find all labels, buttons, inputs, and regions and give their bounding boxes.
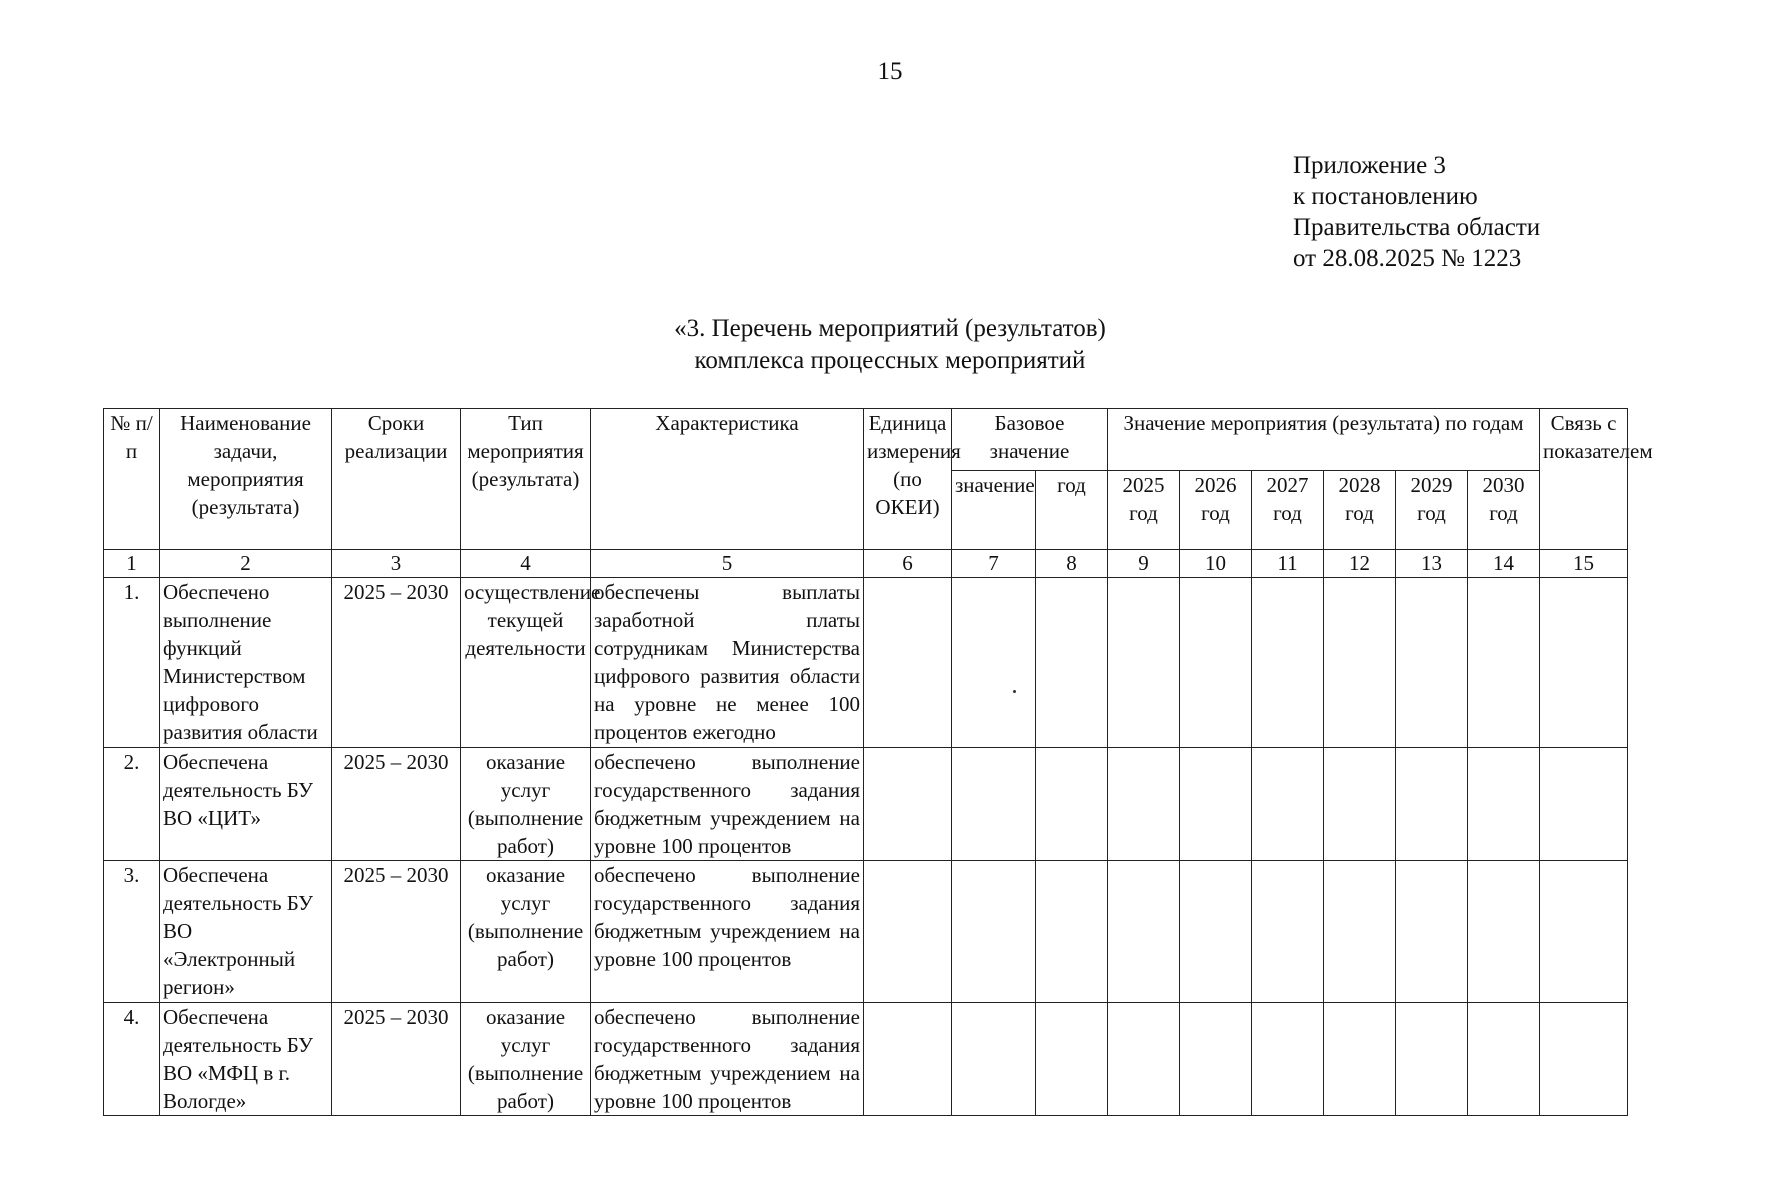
- header-type: Тип мероприятия (результата): [461, 409, 591, 550]
- header-unit: Единица измерения (по ОКЕИ): [864, 409, 952, 550]
- column-number: 13: [1396, 550, 1468, 578]
- column-number: 11: [1252, 550, 1324, 578]
- empty-cell: [1108, 861, 1180, 1003]
- empty-cell: [1396, 1003, 1468, 1116]
- empty-cell: [1468, 748, 1540, 861]
- activity-name: Обеспечено выполнение функций Министерством цифрового развития области: [160, 578, 332, 748]
- header-values-by-year: Значение мероприятия (результата) по годам: [1108, 409, 1540, 471]
- empty-cell: [1396, 861, 1468, 1003]
- header-year: 2029 год: [1396, 471, 1468, 550]
- empty-cell: [1252, 1003, 1324, 1116]
- column-number: 8: [1036, 550, 1108, 578]
- activity-characteristic: обеспечено выполнение государственного задания бюджетным учреждением на уровне 100 процентов: [591, 1003, 864, 1116]
- empty-cell: [1036, 578, 1108, 748]
- activity-name: Обеспечена деятельность БУ ВО «МФЦ в г. Вологде»: [160, 1003, 332, 1116]
- empty-cell: [1396, 748, 1468, 861]
- empty-cell: [1036, 861, 1108, 1003]
- appendix-line: от 28.08.2025 № 1223: [1293, 245, 1522, 272]
- header-base-value: значение: [952, 471, 1036, 550]
- column-number: 9: [1108, 550, 1180, 578]
- page-number: 15: [877, 58, 903, 85]
- row-number: 1.: [104, 578, 160, 748]
- empty-cell: [1468, 861, 1540, 1003]
- column-number: 3: [332, 550, 461, 578]
- column-numbers-row: [104, 550, 1628, 578]
- empty-cell: [952, 861, 1036, 1003]
- empty-cell: [1396, 578, 1468, 748]
- empty-cell: [1180, 1003, 1252, 1116]
- activity-characteristic: обеспечены выплаты заработной платы сотрудникам Министерства цифрового развития области на уровне не менее 100 процентов ежегодно: [591, 578, 864, 748]
- empty-cell: [864, 578, 952, 748]
- header-terms: Сроки реализации: [332, 409, 461, 550]
- activity-characteristic: обеспечено выполнение государственного задания бюджетным учреждением на уровне 100 процентов: [591, 748, 864, 861]
- activity-type: оказание услуг (выполнение работ): [461, 748, 591, 861]
- empty-cell: [1180, 578, 1252, 748]
- empty-cell: [1540, 748, 1628, 861]
- header-row: [104, 409, 1628, 471]
- activity-name: Обеспечена деятельность БУ ВО «Электронный регион»: [160, 861, 332, 1003]
- activity-type: осуществление текущей деятельности: [461, 578, 591, 748]
- column-number: 1: [104, 550, 160, 578]
- activity-terms: 2025 – 2030: [332, 578, 461, 748]
- row-number: 2.: [104, 748, 160, 861]
- activity-name: Обеспечена деятельность БУ ВО «ЦИТ»: [160, 748, 332, 861]
- empty-cell: [952, 578, 1036, 748]
- empty-cell: [1180, 748, 1252, 861]
- empty-cell: [1252, 861, 1324, 1003]
- empty-cell: [1540, 1003, 1628, 1116]
- header-link: Связь с показателем: [1540, 409, 1628, 550]
- empty-cell: [1540, 861, 1628, 1003]
- document-title: [0, 313, 1780, 377]
- empty-cell: [952, 1003, 1036, 1116]
- column-number: 5: [591, 550, 864, 578]
- column-number: 12: [1324, 550, 1396, 578]
- column-number: 2: [160, 550, 332, 578]
- activities-table: [103, 408, 1653, 1116]
- empty-cell: [1468, 578, 1540, 748]
- appendix-line: Приложение 3: [1293, 152, 1446, 179]
- empty-cell: [1036, 1003, 1108, 1116]
- table-row: [104, 861, 1628, 1003]
- row-number: 3.: [104, 861, 160, 1003]
- column-number: 14: [1468, 550, 1540, 578]
- empty-cell: [1252, 578, 1324, 748]
- empty-cell: [1036, 748, 1108, 861]
- title-line: «3. Перечень мероприятий (результатов): [674, 315, 1106, 342]
- column-number: 4: [461, 550, 591, 578]
- column-number: 15: [1540, 550, 1628, 578]
- activity-terms: 2025 – 2030: [332, 1003, 461, 1116]
- activity-characteristic: обеспечено выполнение государственного задания бюджетным учреждением на уровне 100 процентов: [591, 861, 864, 1003]
- table-row: [104, 578, 1628, 748]
- column-number: 6: [864, 550, 952, 578]
- header-characteristic: Характеристика: [591, 409, 864, 550]
- empty-cell: [1108, 578, 1180, 748]
- appendix-line: Правительства области: [1293, 214, 1541, 241]
- header-year: 2030 год: [1468, 471, 1540, 550]
- empty-cell: [1108, 748, 1180, 861]
- empty-cell: [1468, 1003, 1540, 1116]
- empty-cell: [1540, 578, 1628, 748]
- header-base: Базовое значение: [952, 409, 1108, 471]
- empty-cell: [1324, 748, 1396, 861]
- empty-cell: [1324, 1003, 1396, 1116]
- activity-type: оказание услуг (выполнение работ): [461, 861, 591, 1003]
- header-year: 2026 год: [1180, 471, 1252, 550]
- column-number: 10: [1180, 550, 1252, 578]
- empty-cell: [1324, 861, 1396, 1003]
- header-base-year: год: [1036, 471, 1108, 550]
- activity-terms: 2025 – 2030: [332, 861, 461, 1003]
- table-row: [104, 748, 1628, 861]
- table-row: [104, 1003, 1628, 1116]
- header-year: 2027 год: [1252, 471, 1324, 550]
- empty-cell: [864, 1003, 952, 1116]
- empty-cell: [1180, 861, 1252, 1003]
- header-num: № п/п: [104, 409, 160, 550]
- scan-speck: [1013, 690, 1016, 693]
- empty-cell: [1252, 748, 1324, 861]
- header-year: 2028 год: [1324, 471, 1396, 550]
- appendix-note: [1293, 150, 1540, 274]
- row-number: 4.: [104, 1003, 160, 1116]
- activity-type: оказание услуг (выполнение работ): [461, 1003, 591, 1116]
- empty-cell: [864, 748, 952, 861]
- empty-cell: [1108, 1003, 1180, 1116]
- title-line: комплекса процессных мероприятий: [694, 347, 1086, 374]
- column-number: 7: [952, 550, 1036, 578]
- header-year: 2025 год: [1108, 471, 1180, 550]
- empty-cell: [864, 861, 952, 1003]
- appendix-line: к постановлению: [1293, 183, 1478, 210]
- empty-cell: [1324, 578, 1396, 748]
- header-name: Наименование задачи, мероприятия (результата): [160, 409, 332, 550]
- activity-terms: 2025 – 2030: [332, 748, 461, 861]
- empty-cell: [952, 748, 1036, 861]
